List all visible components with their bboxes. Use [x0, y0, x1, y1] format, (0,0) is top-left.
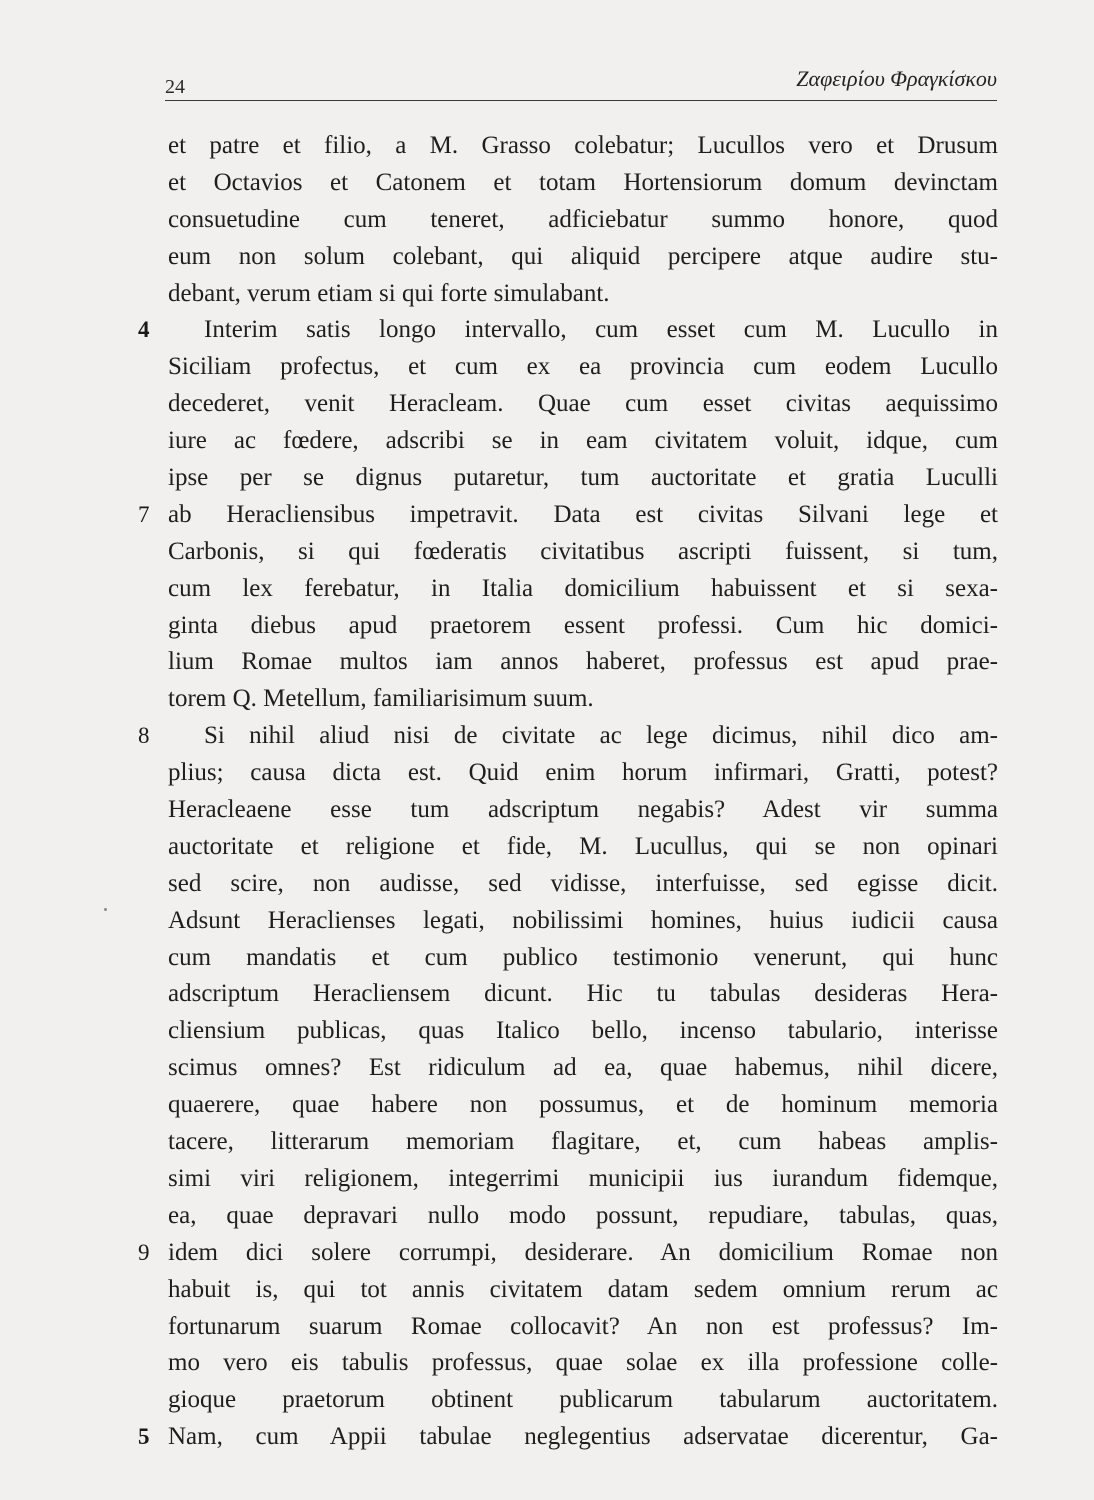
line-text: plius; causa dicta est. Quid enim horum infirmari, Gratti, potest?: [168, 759, 998, 787]
text-line: [168, 1272, 998, 1309]
line-text: lium Romae multos iam annos haberet, professus est apud prae-: [168, 648, 998, 676]
line-text: Heracleaene esse tum adscriptum negabis? Adest vir summa: [168, 796, 998, 824]
text-line: [138, 312, 998, 349]
text-line: [168, 829, 998, 866]
section-number: 8: [138, 723, 150, 749]
text-line: [168, 386, 998, 423]
text-line: [168, 276, 998, 313]
text-line: [168, 755, 998, 792]
text-line: [168, 1050, 998, 1087]
text-line: [168, 1087, 998, 1124]
text-line: [168, 460, 998, 497]
line-text: Carbonis, si qui fœderatis civitatibus ascripti fuissent, si tum,: [168, 537, 998, 565]
text-line: [168, 1309, 998, 1346]
line-text: et Octavios et Catonem et totam Hortensiorum domum devinctam: [168, 168, 998, 196]
line-text: Si nihil aliud nisi de civitate ac lege dicimus, nihil dico am-: [204, 722, 998, 750]
section-number: 5: [138, 1424, 150, 1450]
text-line: [168, 165, 998, 202]
text-line: [168, 202, 998, 239]
text-line: [168, 1345, 998, 1382]
line-text: auctoritate et religione et fide, M. Lucullus, qui se non opinari: [168, 832, 998, 860]
line-text: Nam, cum Appii tabulae neglegentius adservatae dicerentur, Ga-: [168, 1423, 998, 1451]
line-text: consuetudine cum teneret, adficiebatur summo honore, quod: [168, 205, 998, 233]
text-line: [168, 534, 998, 571]
line-text: Siciliam profectus, et cum ex ea provincia cum eodem Lucullo: [168, 353, 998, 381]
line-text: ipse per se dignus putaretur, tum auctoritate et gratia Luculli: [168, 464, 998, 492]
line-text: debant, verum etiam si qui forte simulabant.: [168, 279, 610, 307]
text-line: [138, 1419, 998, 1456]
running-head: Ζαφειρίου Φραγκίσκου: [796, 66, 997, 91]
line-text: ea, quae depravari nullo modo possunt, repudiare, tabulas, quas,: [168, 1201, 998, 1229]
text-line: [168, 940, 998, 977]
line-text: eum non solum colebant, qui aliquid percipere atque audire stu-: [168, 242, 998, 270]
text-line: [168, 866, 998, 903]
line-text: simi viri religionem, integerrimi municipii ius iurandum fidemque,: [168, 1164, 998, 1192]
page-header: [165, 62, 997, 101]
text-line: [168, 976, 998, 1013]
line-text: iure ac fœdere, adscribi se in eam civitatem voluit, idque, cum: [168, 427, 998, 455]
line-text: habuit is, qui tot annis civitatem datam sedem omnium rerum ac: [168, 1275, 998, 1303]
text-line: [168, 571, 998, 608]
text-line: [138, 497, 998, 534]
line-text: idem dici solere corrumpi, desiderare. An domicilium Romae non: [168, 1238, 998, 1266]
line-text: tacere, litterarum memoriam flagitare, et, cum habeas amplis-: [168, 1128, 998, 1156]
section-number: 9: [138, 1239, 150, 1265]
line-text: quaerere, quae habere non possumus, et de hominum memoria: [168, 1091, 998, 1119]
line-text: ginta diebus apud praetorem essent professi. Cum hic domici-: [168, 611, 998, 639]
text-line: [138, 1235, 998, 1272]
body-text: [138, 128, 998, 1456]
text-line: [168, 423, 998, 460]
text-line: [168, 1013, 998, 1050]
text-line: [168, 349, 998, 386]
section-number: 4: [138, 317, 150, 343]
line-text: scimus omnes? Est ridiculum ad ea, quae habemus, nihil dicere,: [168, 1054, 998, 1082]
text-line: [168, 644, 998, 681]
text-line: [168, 128, 998, 165]
line-text: ab Heracliensibus impetravit. Data est civitas Silvani lege et: [168, 500, 998, 528]
section-number: 7: [138, 501, 150, 527]
text-line: [168, 1161, 998, 1198]
line-text: Adsunt Heraclienses legati, nobilissimi homines, huius iudicii causa: [168, 906, 998, 934]
line-text: cum mandatis et cum publico testimonio venerunt, qui hunc: [168, 943, 998, 971]
line-text: Interim satis longo intervallo, cum esset cum M. Lucullo in: [204, 316, 998, 344]
text-line: [168, 903, 998, 940]
text-line: [168, 681, 998, 718]
margin-speck: [104, 908, 107, 911]
text-line: [168, 792, 998, 829]
line-text: decederet, venit Heracleam. Quae cum esset civitas aequissimo: [168, 390, 998, 418]
text-line: [168, 239, 998, 276]
line-text: torem Q. Metellum, familiarisimum suum.: [168, 685, 594, 713]
text-line: [168, 1382, 998, 1419]
text-line: [138, 718, 998, 755]
line-text: gioque praetorum obtinent publicarum tabularum auctoritatem.: [168, 1386, 998, 1414]
line-text: fortunarum suarum Romae collocavit? An non est professus? Im-: [168, 1312, 998, 1340]
line-text: et patre et filio, a M. Grasso colebatur; Lucullos vero et Drusum: [168, 132, 998, 159]
line-text: cum lex ferebatur, in Italia domicilium habuissent et si sexa-: [168, 574, 998, 602]
text-line: [168, 1198, 998, 1235]
line-text: cliensium publicas, quas Italico bello, incenso tabulario, interisse: [168, 1017, 998, 1045]
line-text: mo vero eis tabulis professus, quae solae ex illa professione colle-: [168, 1349, 998, 1377]
line-text: adscriptum Heracliensem dicunt. Hic tu tabulas desideras Hera-: [168, 980, 998, 1008]
page-number: 24: [165, 76, 185, 98]
line-text: sed scire, non audisse, sed vidisse, interfuisse, sed egisse dicit.: [168, 869, 998, 897]
text-line: [168, 608, 998, 645]
text-line: [168, 1124, 998, 1161]
